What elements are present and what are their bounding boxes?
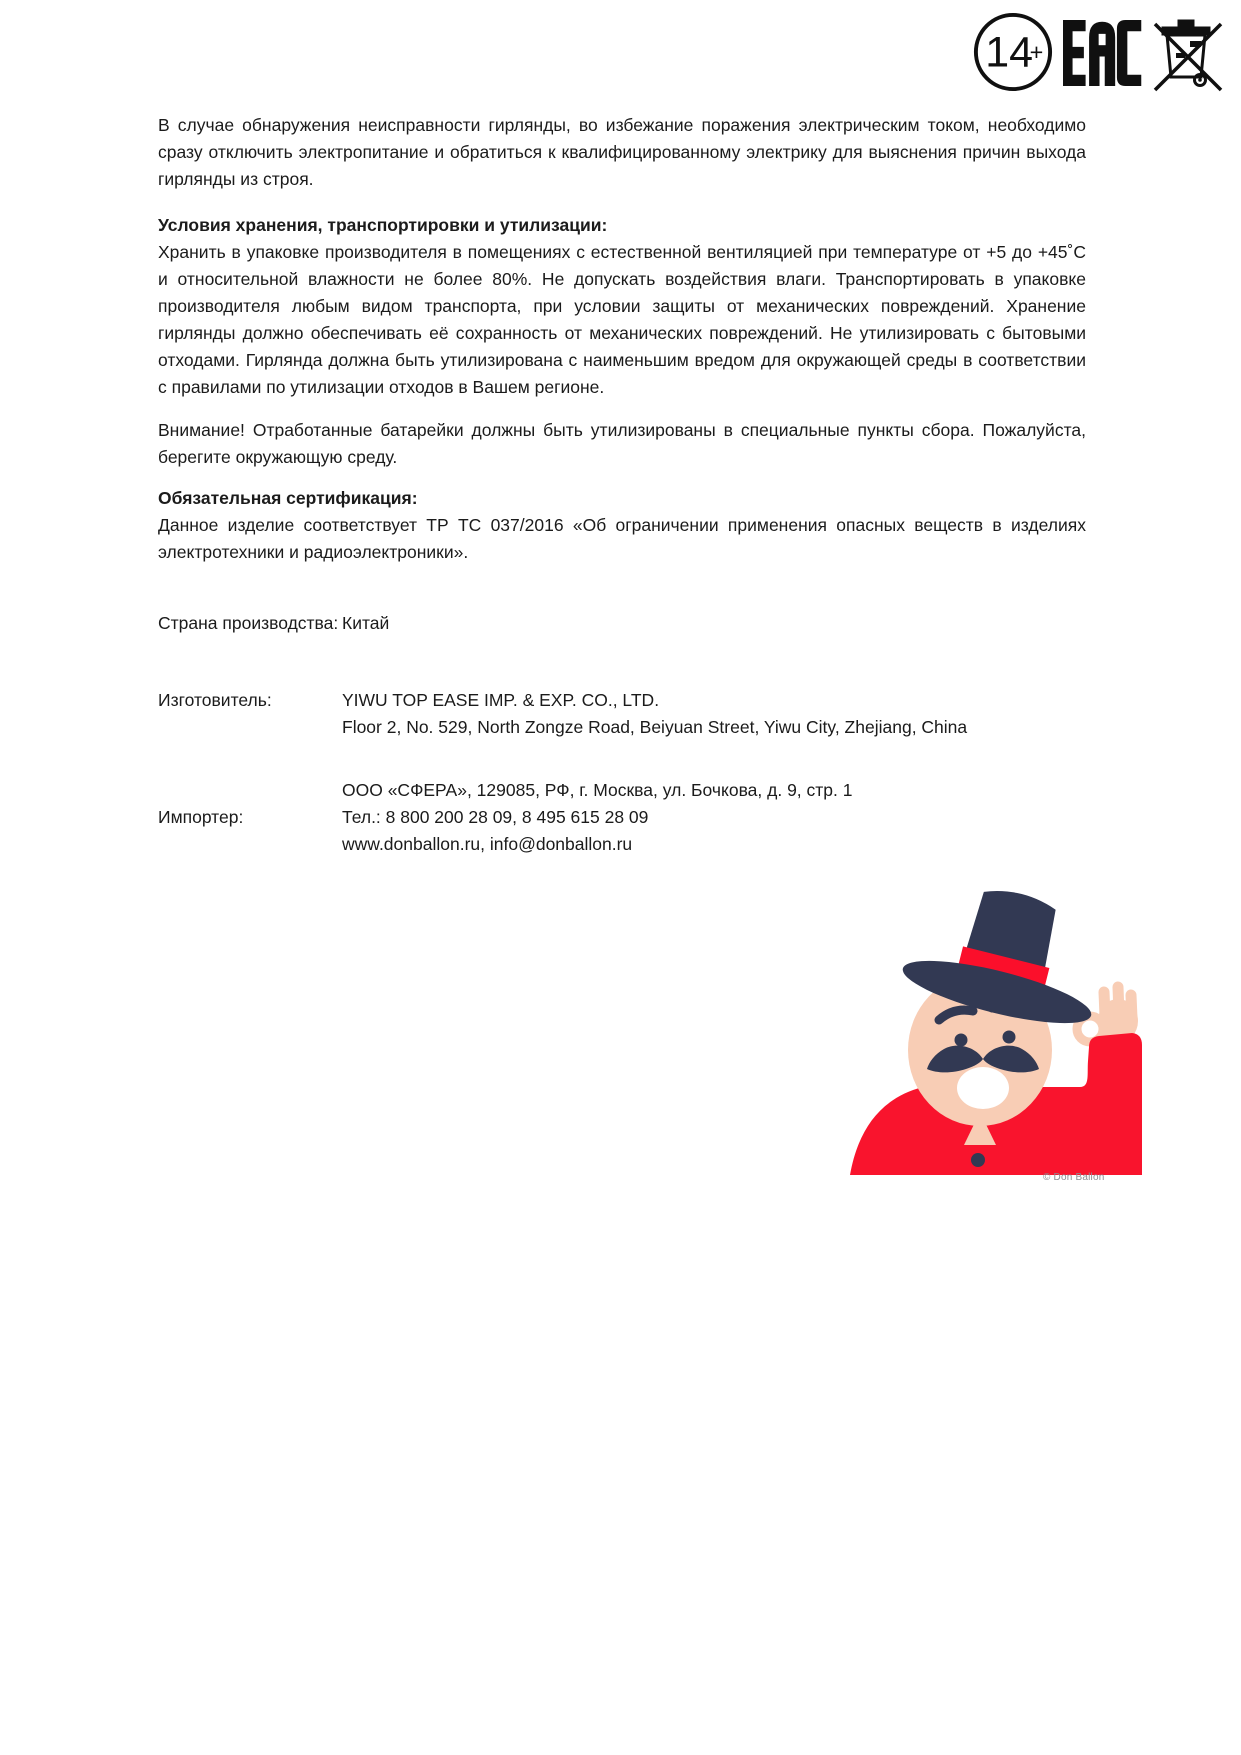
fault-warning-paragraph: В случае обнаружения неисправности гирлянды, во избежание поражения электрическим током, необходимо сразу отключить электропитание и обратиться к квалифицированному электрику для выяснения причин выхода гирлянды из строя. [158, 115, 1086, 189]
certification-paragraph: Данное изделие соответствует ТР ТС 037/2016 «Об ограничении применения опасных веществ в изделиях электротехники и радиоэлектроники». [158, 515, 1086, 562]
mascot-right-eye [1003, 1031, 1016, 1044]
manufacturer-value [342, 687, 1086, 741]
country-value [342, 610, 1086, 637]
importer-web-email: www.donballon.ru, info@donballon.ru [342, 834, 633, 854]
don-ballon-mascot [740, 800, 1160, 1200]
crossed-out-wheelie-bin-icon [1152, 12, 1224, 92]
manufacturer-name: YIWU TOP EASE IMP. & EXP. CO., LTD. [342, 690, 660, 710]
manufacturer-row [158, 687, 1086, 741]
certification-heading: Обязательная сертификация: [158, 488, 418, 508]
importer-address: ООО «СФЕРА», 129085, РФ, г. Москва, ул. Бочкова, д. 9, стр. 1 [342, 780, 853, 800]
country-label: Страна производства: [158, 613, 339, 633]
mascot-mouth [957, 1067, 1009, 1109]
importer-phones: Тел.: 8 800 200 28 09, 8 495 615 28 09 [342, 807, 649, 827]
mascot-button [971, 1153, 985, 1167]
manufacturer-label: Изготовитель: [158, 690, 272, 710]
battery-notice-paragraph: Внимание! Отработанные батарейки должны быть утилизированы в специальные пункты сбора. Пожалуйста, берегите окружающую среду. [158, 420, 1086, 467]
country-row [158, 610, 1086, 637]
age-rating-14-icon [972, 11, 1054, 93]
certification-badges [972, 10, 1224, 94]
storage-heading: Условия хранения, транспортировки и утилизации: [158, 215, 608, 235]
mascot-copyright: © Don Ballon [1043, 1172, 1105, 1183]
importer-label: Импортер: [158, 807, 244, 827]
country-name: Китай [342, 613, 390, 633]
eac-mark-icon [1063, 16, 1143, 90]
document-body [158, 112, 1086, 858]
svg-text:14: 14 [985, 28, 1033, 77]
manufacturer-address: Floor 2, No. 529, North Zongze Road, Beiyuan Street, Yiwu City, Zhejiang, China [342, 717, 968, 737]
mascot-left-eye [955, 1034, 968, 1047]
storage-paragraph: Хранить в упаковке производителя в помещениях с естественной вентиляцией при температуре от +5 до +45˚С и относительной влажности не более 80%. Не допускать воздействия влаги. Транспортировать в упаковке производителя любым видом транспорта, при условии защиты от механических повреждений. Хранение гирлянды должно обеспечивать её сохранность от механических повреждений. Не утилизировать с бытовыми отходами. Гирлянда должна быть утилизирована с наименьшим вредом для окружающей среды в соответствии с правилами по утилизации отходов в Вашем регионе. [158, 242, 1086, 397]
svg-text:+: + [1029, 38, 1044, 65]
